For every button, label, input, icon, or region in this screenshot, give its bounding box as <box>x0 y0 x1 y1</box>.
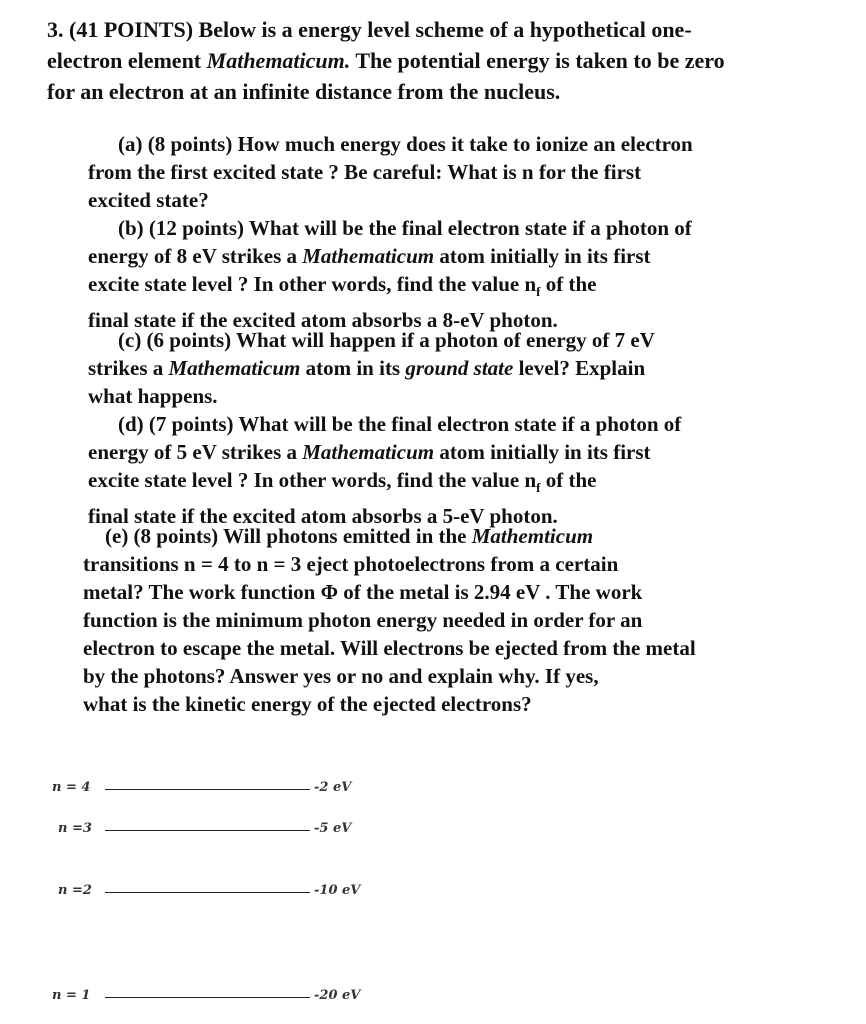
level-line-n3 <box>105 830 310 831</box>
part-b-line-4: final state if the excited atom absorbs a 8-eV photon. <box>88 308 558 333</box>
part-b-line-3a: excite state level ? In other words, find the value n <box>88 272 537 296</box>
part-e-line-3b: of the metal is 2.94 eV . The work <box>338 580 643 604</box>
phi-symbol: Φ <box>320 580 339 604</box>
part-d-line-2a: energy of 5 eV strikes a <box>88 440 303 464</box>
part-a <box>88 130 693 214</box>
part-c-line-2 <box>88 354 655 382</box>
part-a-line-2: from the first excited state ? Be careful: What is n for the first <box>88 160 642 184</box>
energy-level-diagram <box>0 770 866 1024</box>
part-b-line-3 <box>88 270 692 306</box>
part-b-sub-f: f <box>536 284 541 300</box>
level-line-n2 <box>105 892 310 893</box>
part-b-element: Mathematicum <box>302 244 435 268</box>
header-line-2 <box>47 45 847 76</box>
part-b-line-1: (b) (12 points) What will be the final electron state if a photon of <box>118 216 692 240</box>
part-e-line-3a: metal? The work function <box>83 580 321 604</box>
part-c <box>88 326 655 410</box>
part-d-line-3c: of the <box>540 468 597 492</box>
part-b-line-3c: of the <box>540 272 597 296</box>
level-label-n4: n = 4 <box>52 780 91 795</box>
part-d-line-2c: atom initially in its first <box>434 440 651 464</box>
part-e-line-3 <box>83 578 696 606</box>
part-c-line-3: what happens. <box>88 384 218 408</box>
part-e-element: Mathemticum <box>471 524 594 548</box>
part-d-line-1: (d) (7 points) What will be the final electron state if a photon of <box>118 412 682 436</box>
part-d-element: Mathematicum <box>302 440 435 464</box>
part-c-element: Mathematicum <box>168 356 301 380</box>
level-line-n4 <box>105 789 310 790</box>
part-b-line-2a: energy of 8 eV strikes a <box>88 244 303 268</box>
level-line-n1 <box>105 997 310 998</box>
level-energy-n1: -20 eV <box>314 988 361 1003</box>
part-c-ground-state: ground state <box>405 356 514 380</box>
part-d-line-3a: excite state level ? In other words, find the value n <box>88 468 537 492</box>
part-c-line-1: (c) (6 points) What will happen if a photon of energy of 7 eV <box>118 328 655 352</box>
part-e-line-7: what is the kinetic energy of the ejected electrons? <box>83 692 532 716</box>
part-c-line-2c: atom in its <box>300 356 406 380</box>
part-e-line-1 <box>83 522 696 550</box>
part-a-line-3: excited state? <box>88 188 209 212</box>
header-line-1: 3. (41 POINTS) Below is a energy level scheme of a hypothetical one- <box>47 17 692 42</box>
part-e-line-1a: (e) (8 points) Will photons emitted in the <box>105 524 472 548</box>
part-c-line-2e: level? Explain <box>513 356 646 380</box>
part-b-line-2 <box>88 242 692 270</box>
part-c-line-2a: strikes a <box>88 356 169 380</box>
part-d-sub-f: f <box>536 480 541 496</box>
header-line-2a: electron element <box>47 48 207 73</box>
level-energy-n2: -10 eV <box>314 883 361 898</box>
part-e-line-2: transitions n = 4 to n = 3 eject photoelectrons from a certain <box>83 552 619 576</box>
problem-header <box>47 14 847 107</box>
part-e-line-5: electron to escape the metal. Will electrons be ejected from the metal <box>83 636 696 660</box>
part-e <box>83 522 696 718</box>
part-a-line-1: (a) (8 points) How much energy does it take to ionize an electron <box>118 132 693 156</box>
part-e-line-6: by the photons? Answer yes or no and explain why. If yes, <box>83 664 599 688</box>
level-energy-n4: -2 eV <box>314 780 352 795</box>
part-e-line-4: function is the minimum photon energy needed in order for an <box>83 608 643 632</box>
header-line-2c: The potential energy is taken to be zero <box>350 48 725 73</box>
part-d-line-2 <box>88 438 681 466</box>
level-label-n1: n = 1 <box>52 988 91 1003</box>
part-b <box>88 214 692 334</box>
part-d-line-4: final state if the excited atom absorbs a 5-eV photon. <box>88 504 558 529</box>
part-d <box>88 410 681 530</box>
level-label-n2: n =2 <box>58 883 92 898</box>
header-line-3: for an electron at an infinite distance from the nucleus. <box>47 79 561 104</box>
element-name: Mathematicum. <box>206 48 351 73</box>
level-label-n3: n =3 <box>58 821 92 836</box>
part-b-line-2c: atom initially in its first <box>434 244 651 268</box>
part-d-line-3 <box>88 466 681 502</box>
level-energy-n3: -5 eV <box>314 821 352 836</box>
